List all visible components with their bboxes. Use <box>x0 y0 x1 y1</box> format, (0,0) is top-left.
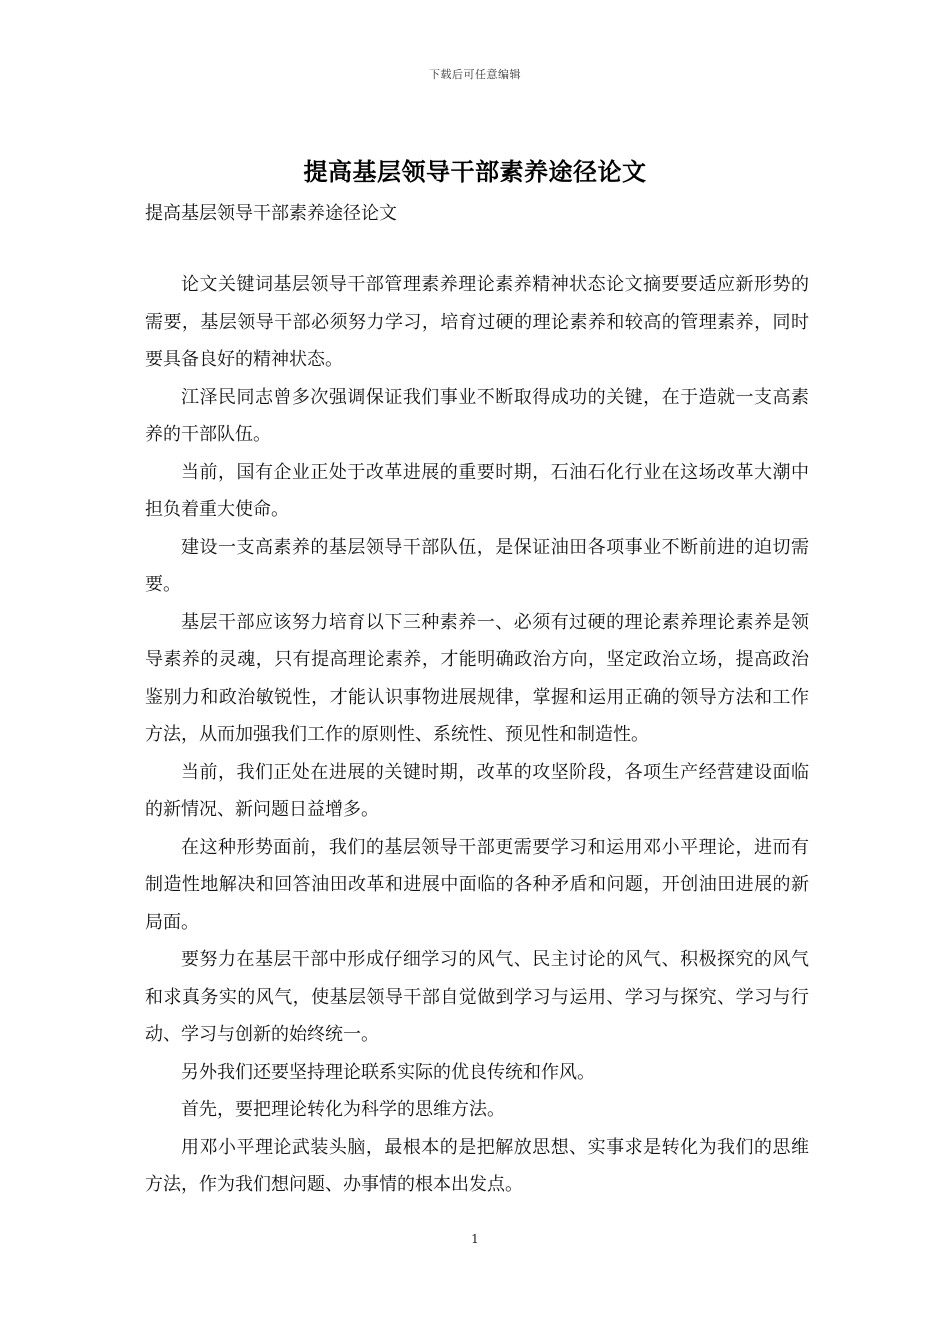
paragraph: 基层干部应该努力培育以下三种素养一、必须有过硬的理论素养理论素养是领导素养的灵魂，只有提高理论素养，才能明确政治方向，坚定政治立场，提高政治鉴别力和政治敏锐性，才能认识事物进展规律，掌握和运用正确的领导方法和工作方法，从而加强我们工作的原则性、系统性、预见性和制造性。 <box>145 611 809 745</box>
paragraph: 在这种形势面前，我们的基层领导干部更需要学习和运用邓小平理论，进而有制造性地解决和回答油田改革和进展中面临的各种矛盾和问题，开创油田进展的新局面。 <box>145 836 809 933</box>
document-body <box>145 266 809 1204</box>
paragraph: 用邓小平理论武装头脑，最根本的是把解放思想、实事求是转化为我们的思维方法，作为我们想问题、办事情的根本出发点。 <box>145 1136 809 1195</box>
paragraph: 当前，国有企业正处于改革进展的重要时期，石油石化行业在这场改革大潮中担负着重大使命。 <box>145 461 809 520</box>
page-number: 1 <box>471 1232 479 1246</box>
paragraph: 另外我们还要坚持理论联系实际的优良传统和作风。 <box>181 1061 595 1083</box>
paragraph: 首先，要把理论转化为科学的思维方法。 <box>181 1099 505 1120</box>
paragraph-abstract: 论文关键词基层领导干部管理素养理论素养精神状态论文摘要要适应新形势的需要，基层领导干部必须努力学习，培育过硬的理论素养和较高的管理素养，同时要具备良好的精神状态。 <box>145 274 809 370</box>
paragraph: 江泽民同志曾多次强调保证我们事业不断取得成功的关键，在于造就一支高素养的干部队伍。 <box>145 386 809 445</box>
paragraph: 当前，我们正处在进展的关键时期，改革的攻坚阶段，各项生产经营建设面临的新情况、新问题日益增多。 <box>145 761 809 820</box>
document-title: 提高基层领导干部素养途径论文 <box>303 157 647 186</box>
header-note: 下载后可任意编辑 <box>429 68 521 81</box>
paragraph: 建设一支高素养的基层领导干部队伍，是保证油田各项事业不断前进的迫切需要。 <box>145 536 809 595</box>
paragraph: 要努力在基层干部中形成仔细学习的风气、民主讨论的风气、积极探究的风气和求真务实的风气，使基层领导干部自觉做到学习与运用、学习与探究、学习与行动、学习与创新的始终统一。 <box>145 949 809 1045</box>
document-subtitle: 提高基层领导干部素养途径论文 <box>145 203 397 224</box>
